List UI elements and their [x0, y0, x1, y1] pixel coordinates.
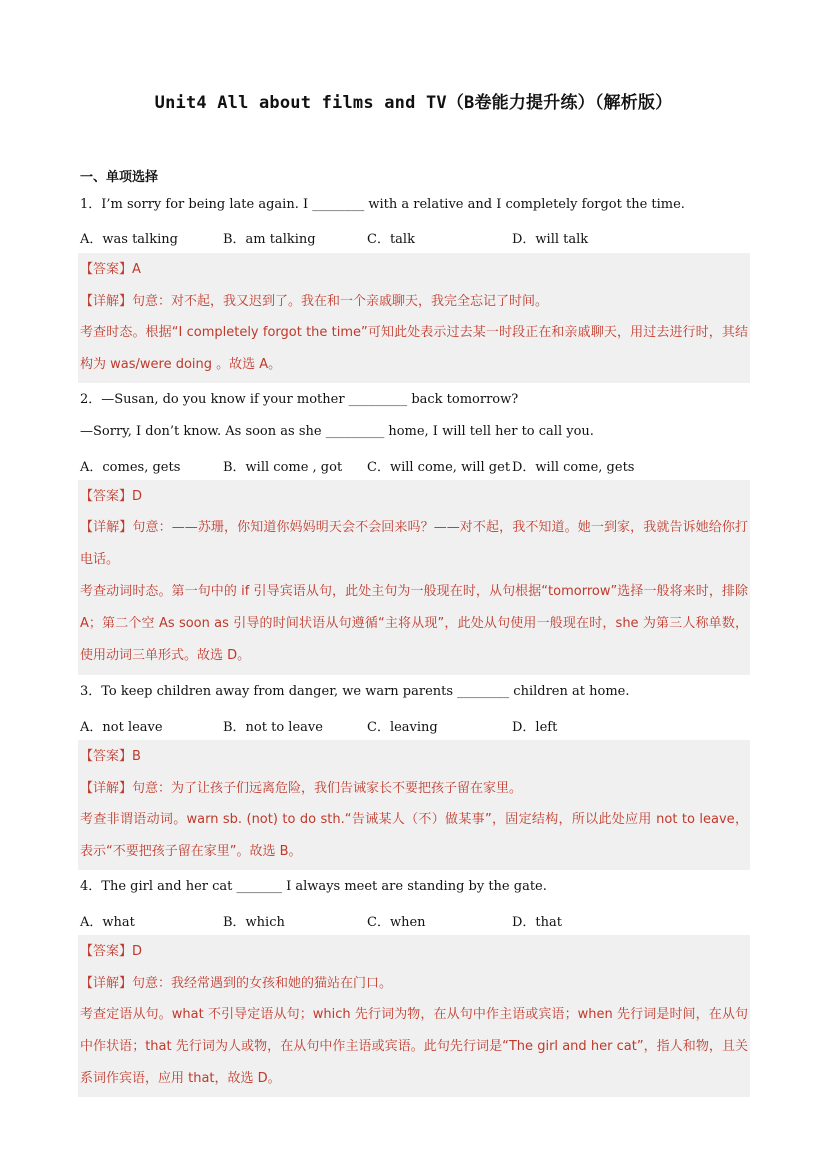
detail-text: 【详解】句意：对不起，我又迟到了。我在和一个亲戚聊天，我完全忘记了时间。	[80, 294, 549, 309]
option-a: A．what	[80, 915, 135, 930]
answer-label: 【答案】A	[80, 262, 141, 277]
option-c: C．talk	[367, 232, 415, 247]
question-1-options	[80, 228, 760, 246]
document-title: Unit4 All about films and TV（B卷能力提升练）（解析版）	[154, 93, 673, 113]
question-1-stem: 1．I’m sorry for being late again. I ________ with a relative and I completely forgot the time.	[80, 197, 685, 212]
section-heading: 一、单项选择	[80, 170, 159, 185]
question-2-stem: 2．—Susan, do you know if your mother _________ back tomorrow?	[80, 392, 519, 407]
question-1-answer-box	[78, 253, 750, 383]
option-b: B．which	[223, 915, 285, 930]
question-3-answer-box	[78, 740, 750, 870]
option-a: A．comes, gets	[80, 460, 181, 475]
question-2-stem-reply: —Sorry, I don’t know. As soon as she _________ home, I will tell her to call you.	[80, 424, 594, 439]
option-b: B．not to leave	[223, 720, 323, 735]
option-a: A．not leave	[80, 720, 163, 735]
option-d: D．will talk	[512, 232, 589, 247]
detail-text: 【详解】句意：——苏珊，你知道你妈妈明天会不会回来吗？——对不起，我不知道。她一到家，我就告诉她给你打电话。	[80, 520, 748, 567]
question-3-options	[80, 716, 760, 734]
analysis-text: 考查动词时态。第一句中的 if 引导宾语从句，此处主句为一般现在时，从句根据“tomorrow”选择一般将来时，排除 A；第二个空 As soon as 引导的时间状语从句遵循“主将从现”，此处从句使用一般现在时，she 为第三人称单数，使用动词三单形式。故选 D。	[80, 584, 748, 663]
analysis-text: 考查定语从句。what 不引导定语从句；which 先行词为物，在从句中作主语或宾语；when 先行词是时间，在从句中作状语；that 先行词为人或物，在从句中作主语或宾语。此句先行词是“The girl and her cat”，指人和物，且关系词作宾语，应用 that，故选 D。	[80, 1007, 748, 1086]
question-4-options	[80, 911, 760, 929]
option-d: D．will come, gets	[512, 460, 635, 475]
option-b: B．am talking	[223, 232, 316, 247]
question-2-answer-box	[78, 480, 750, 675]
question-2-options	[80, 456, 760, 474]
question-3-stem: 3．To keep children away from danger, we warn parents ________ children at home.	[80, 684, 630, 699]
answer-label: 【答案】D	[80, 489, 143, 504]
option-b: B．will come , got	[223, 460, 343, 475]
option-d: D．left	[512, 720, 558, 735]
answer-label: 【答案】B	[80, 749, 141, 764]
question-4-stem: 4．The girl and her cat _______ I always meet are standing by the gate.	[80, 879, 547, 894]
detail-text: 【详解】句意：我经常遇到的女孩和她的猫站在门口。	[80, 976, 393, 991]
option-a: A．was talking	[80, 232, 178, 247]
analysis-text: 考查非谓语动词。warn sb. (not) to do sth.“告诫某人（不）做某事”，固定结构，所以此处应用 not to leave，表示“不要把孩子留在家里”。故选 B。	[80, 812, 748, 859]
option-c: C．when	[367, 915, 426, 930]
option-c: C．will come, will get	[367, 460, 511, 475]
answer-label: 【答案】D	[80, 944, 143, 959]
detail-text: 【详解】句意：为了让孩子们远离危险，我们告诫家长不要把孩子留在家里。	[80, 781, 523, 796]
option-d: D．that	[512, 915, 562, 930]
question-4-answer-box	[78, 935, 750, 1097]
analysis-text: 考查时态。根据“I completely forgot the time”可知此处表示过去某一时段正在和亲戚聊天，用过去进行时，其结构为 was/were doing 。故选 A。	[80, 325, 748, 372]
option-c: C．leaving	[367, 720, 438, 735]
